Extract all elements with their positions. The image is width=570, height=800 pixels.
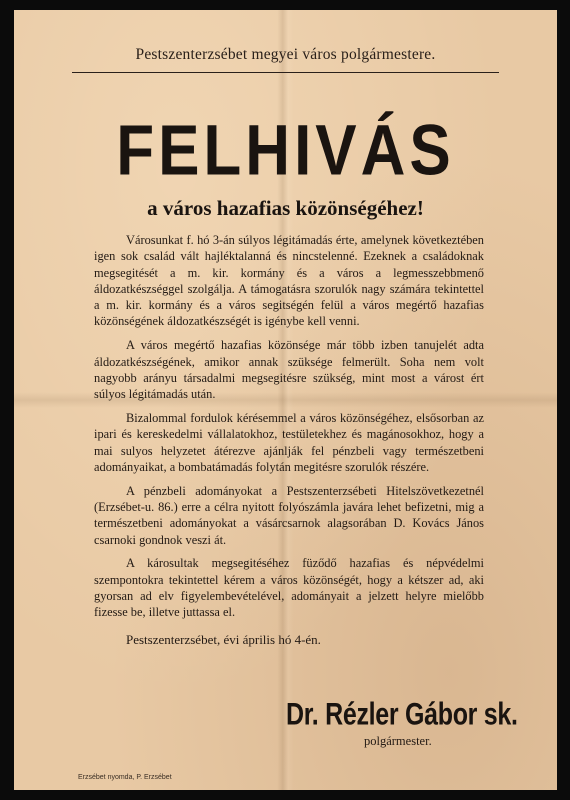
poster-sheet xyxy=(14,10,557,790)
signature-name: Dr. Rézler Gábor sk. xyxy=(286,697,518,732)
paragraph: Városunkat f. hó 3-án súlyos légitámadás érte, amelynek következtében igen sok család vált hajléktalanná és nincstelenné. Ezeknek a családoknak megsegitését a m. kir. kormány és a város a legmesszebbmenő áldozatkészséggel szolgálja. A támogatásra szorulók nagy számára tekintettel a m. kir. kormány és a város segitségén felül a város megértő hazafias közönségének áldozatkészségét is igénybe kell venni. xyxy=(94,233,484,329)
paragraph: A pénzbeli adományokat a Pestszenterzsébeti Hitelszövetkezetnél (Erzsébet-u. 86.) erre a célra nyitott folyószámla javára lehet befizetni, mig a természetbeni adományokat a vásárcsarnok alagsorában D. Kovács János csarnoki gondnok veszi át. xyxy=(94,483,484,547)
printer-mark: Erzsébet nyomda, P. Erzsébet xyxy=(78,774,172,781)
paragraph: Bizalommal fordulok kérésemmel a város közönségéhez, elsősorban az ipari és kereskedelmi vállalatokhoz, testületekhez és magánosokhoz, hogy a mai sulyos helyzetet átérezve ajánlják fel pénzbeli vagy természetbeni adományaikat, a bombatámadás folytán megitésre szorulók részére. xyxy=(94,410,484,474)
appeal-body xyxy=(94,232,484,628)
dateline: Pestszenterzsébet, évi április hó 4-én. xyxy=(126,632,321,647)
poster-title: FELHIVÁS xyxy=(116,111,455,191)
issuer-header: Pestszenterzsébet megyei város polgármestere. xyxy=(135,46,436,63)
paragraph: A károsultak megsegitéséhez füződő hazafias és népvédelmi szempontokra tekintettel kérem a város közönségét, hogy a kétszer ad, aki gyorsan ad elv figyelembevételével, adományait a jelzett helyre mielőbb fizesse be, illetve juttassa el. xyxy=(94,556,484,620)
paragraph: A város megértő hazafias közönsége már több izben tanujelét adta áldozatkészségének, amikor annak szüksége felmerült. Soha nem volt nagyobb arányu társadalmi megsegitésre szükség, mint most a várost ért súlyos légitámadás után. xyxy=(94,338,484,402)
signature-title: polgármester. xyxy=(364,734,432,748)
poster-subtitle: a város hazafias közönségéhez! xyxy=(147,196,424,220)
header-divider xyxy=(72,72,499,73)
